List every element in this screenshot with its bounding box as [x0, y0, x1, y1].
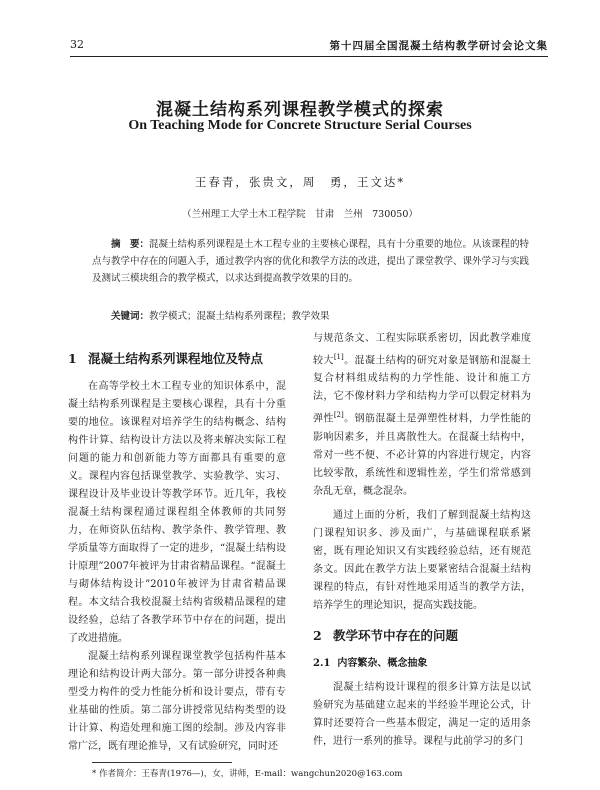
abstract-text: 混凝土结构系列课程是土木工程专业的主要核心课程，具有十分重要的地位。从该课程的特点与教学中存在的问题入手，通过教学内容的优化和教学方法的改进，提出了课堂教学、课外学习与实践及测试三模块组合的教学模式，以求达到提高教学效果的目的。 — [92, 239, 530, 284]
keywords — [92, 308, 532, 322]
section-1-paragraph-2: 混凝土结构系列课程课堂教学包括构件基本理论和结构设计两大部分。第一部分讲授各种典型受力构件的受力性能分析和设计要点，带有专业基础的性质。第二部分讲授常见结构类型的设计计算、构造处理和施工图的绘制。涉及内容非常广泛，既有理论推导，又有试验研究，同时还 — [68, 651, 286, 752]
right-column — [313, 330, 531, 751]
authors: 王春青，张贵文，周 勇，王文达* — [194, 175, 406, 189]
title-english: On Teaching Mode for Concrete Structure Serial Courses — [128, 118, 472, 133]
running-header — [70, 38, 548, 54]
subsection-2-1-title: 内容繁杂、概念抽象 — [337, 657, 428, 669]
continued-text-mid: 。混凝土结构的研究对象是钢筋和混凝土复合材料组成结构的力学性能、设计和施工方法，它不像材料力学和结构力学可以假定材料为弹性 — [313, 355, 532, 425]
section-2-title: 教学环节中存在的问题 — [333, 627, 459, 643]
abstract-label: 摘 要： — [111, 239, 150, 250]
continued-text-end: 。钢筋混凝土是弹塑性材料，力学性能的影响因素多，并且离散性大。在混凝土结构中，常对一些不便、不必计算的内容进行规定，内容比较零散，系统性和逻辑性差，学生们常常感到杂乱无章，概念混杂。 — [313, 413, 532, 497]
keywords-text: 教学模式；混凝土结构系列课程；教学效果 — [149, 311, 330, 322]
reference-1: [1] — [333, 353, 344, 361]
footnote-rule — [92, 762, 232, 763]
reference-2: [2] — [333, 411, 344, 420]
section-1-heading — [68, 350, 286, 368]
section-1-title: 混凝土结构系列课程地位及特点 — [88, 351, 264, 366]
title-chinese: 混凝土结构系列课程教学模式的探索 — [156, 100, 444, 120]
section-1-paragraph-3: 通过上面的分析，我们了解到混凝土结构这门课程知识多、涉及面广，与基础课程联系紧密，既有理论知识又有实践经验总结，还有规范条文。因此在教学方法上要紧密结合混凝土结构课程的特点，有针对性地采用适当的教学方法，培养学生的理论知识，提高实践技能。 — [313, 509, 531, 611]
section-2-number: 2 — [313, 627, 322, 643]
section-1-paragraph-2-continued — [313, 330, 531, 501]
left-column — [68, 350, 286, 756]
journal-title: 第十四届全国混凝土结构教学研讨会论文集 — [329, 40, 548, 52]
affiliation: （兰州理工大学土木工程学院 甘肃 兰州 730050） — [182, 209, 418, 220]
subsection-2-1-number: 2.1 — [313, 657, 331, 669]
page-number: 32 — [70, 38, 84, 51]
keywords-label: 关键词： — [111, 311, 150, 322]
abstract — [92, 236, 532, 287]
subsection-2-1-paragraph: 混凝土结构设计课程的很多计算方法是以试验研究为基础建立起来的半经验半理论公式，计算时还要符合一些基本假定，满足一定的适用条件，进行一系列的推导。课程与此前学习的多门 — [313, 681, 531, 747]
author-footnote: * 作者简介：王春青(1976—)，女，讲师，E-mail：wangchun2020@163.com — [92, 769, 403, 779]
subsection-2-1-heading — [313, 655, 531, 673]
section-1-number: 1 — [68, 351, 77, 366]
header-rule — [70, 56, 548, 57]
continued-text-start: 与规范条文、工程实际联系密切，因此教学难度较大 — [313, 333, 531, 367]
section-1-paragraph-1: 在高等学校土木工程专业的知识体系中，混凝土结构系列课程是主要核心课程，具有十分重要的地位。该课程对培养学生的结构概念、结构构件计算、结构设计方法以及将来解决实际工程问题的能力和创新能力等方面都具有重要的意义。课程内容包括课堂教学、实验教学、实习、课程设计及毕业设计等教学环节。近几年，我校混凝土结构课程通过课程组全体教师的共同努力，在师资队伍结构、教学条件、教学管理、教学质量等方面取得了一定的进步，“混凝土结构设计原理”2007年被评为甘肃省精品课程。“混凝土与砌体结构设计”2010年被评为甘肃省精品课程。本文结合我校混凝土结构省级精品课程的建设经验，总结了各教学环节中存在的问题，提出了改进措施。 — [68, 381, 286, 644]
section-2-heading — [313, 627, 531, 645]
